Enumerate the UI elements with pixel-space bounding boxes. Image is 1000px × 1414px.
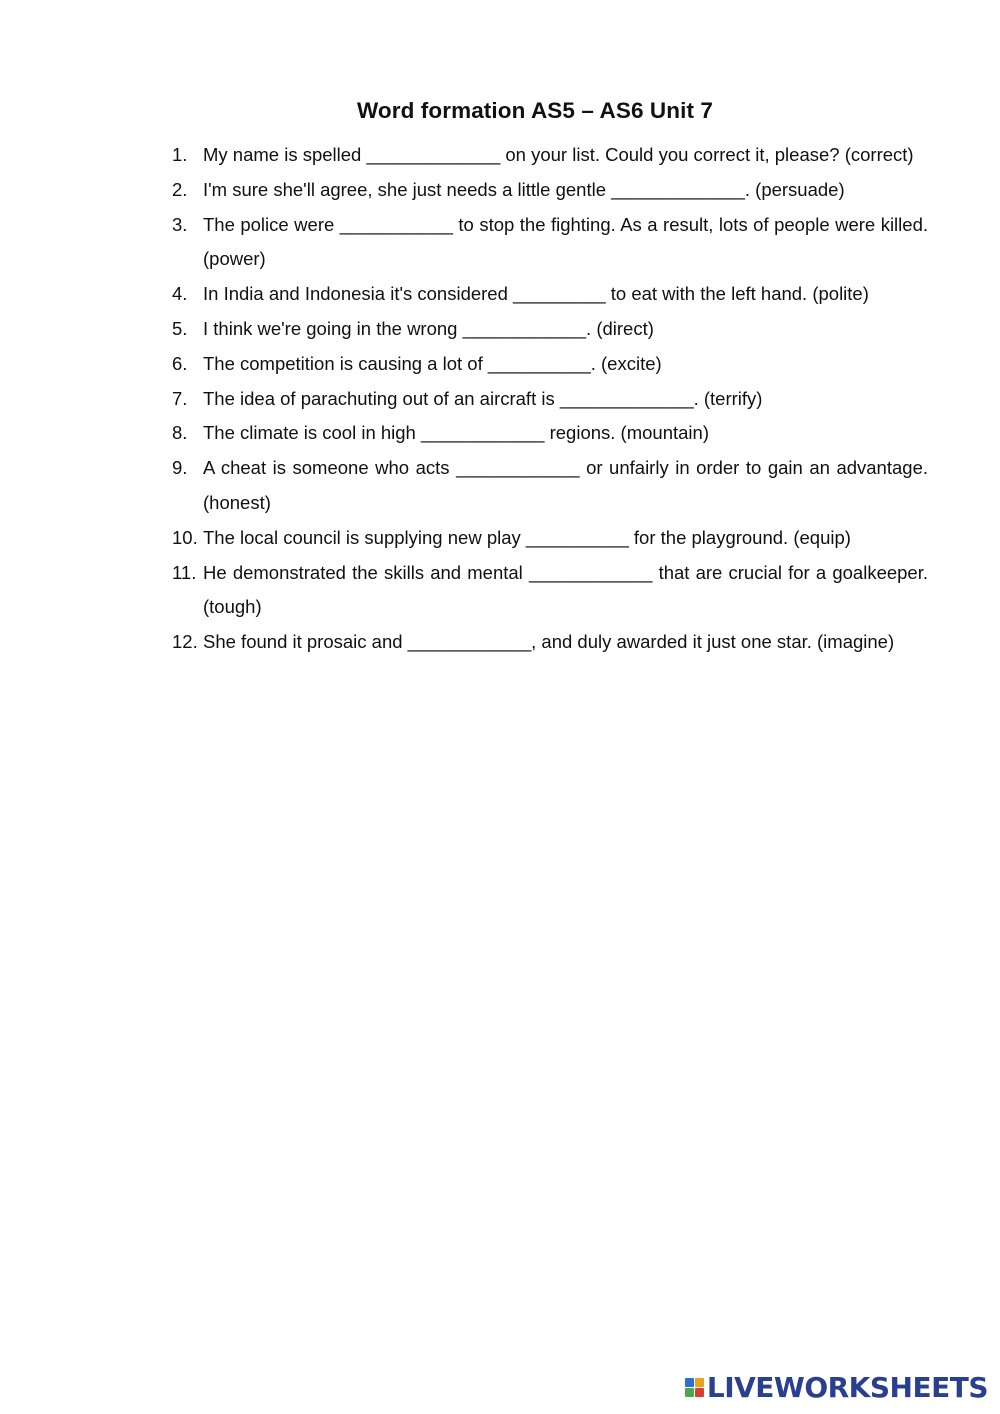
logo-text: LIVEWORKSHEETS [706,1371,988,1404]
item-number: 6. [172,352,188,374]
item-number: 1. [172,144,188,165]
exercise-item [172,416,928,451]
item-text: A cheat is someone who acts ____________ or unfairly in order to gain an advantage. (honest) [203,457,928,513]
liveworksheets-logo-icon [685,1378,704,1397]
exercise-list [172,138,928,660]
item-text: In India and Indonesia it's considered _________ to eat with the left hand. (polite) [203,283,869,305]
item-text: The competition is causing a lot of __________. (excite) [203,352,662,374]
exercise-item [172,451,928,521]
item-number: 3. [172,213,188,235]
item-text: The local council is supplying new play __________ for the playground. (equip) [203,526,851,548]
item-text: My name is spelled _____________ on your list. Could you correct it, please? (correct) [203,144,914,165]
item-text: The climate is cool in high ____________ regions. (mountain) [203,422,709,444]
item-number: 2. [172,178,188,200]
exercise-item [172,521,928,556]
exercise-item [172,382,928,417]
item-number: 8. [172,422,188,444]
logo-square-blue [685,1378,694,1387]
exercise-item [172,138,928,173]
item-text: I'm sure she'll agree, she just needs a little gentle _____________. (persuade) [203,178,845,200]
item-text: The police were ___________ to stop the fighting. As a result, lots of people were killed. (power) [203,213,928,270]
item-number: 11. [172,561,197,583]
logo-square-orange [695,1378,704,1387]
exercise-item [172,173,928,208]
logo-square-red [695,1388,704,1397]
item-text: The idea of parachuting out of an aircraft is _____________. (terrify) [203,387,763,409]
logo-square-green [685,1388,694,1397]
item-number: 5. [172,317,188,339]
item-text: I think we're going in the wrong ____________. (direct) [203,317,654,339]
item-text: He demonstrated the skills and mental ____________ that are crucial for a goalkeeper. (tough) [203,561,928,618]
exercise-item [172,347,928,382]
item-number: 9. [172,457,188,479]
item-text: She found it prosaic and ____________, and duly awarded it just one star. (imagine) [203,631,895,653]
item-number: 12. [172,631,198,653]
item-number: 10. [172,526,198,548]
page-title: Word formation AS5 – AS6 Unit 7 [356,98,714,123]
item-number: 4. [172,283,188,305]
exercise-item [172,625,928,660]
item-number: 7. [172,387,188,409]
exercise-item [172,277,928,312]
exercise-item [172,312,928,347]
exercise-item [172,208,928,278]
liveworksheets-logo[interactable] [685,1371,988,1404]
exercise-item [172,556,928,626]
